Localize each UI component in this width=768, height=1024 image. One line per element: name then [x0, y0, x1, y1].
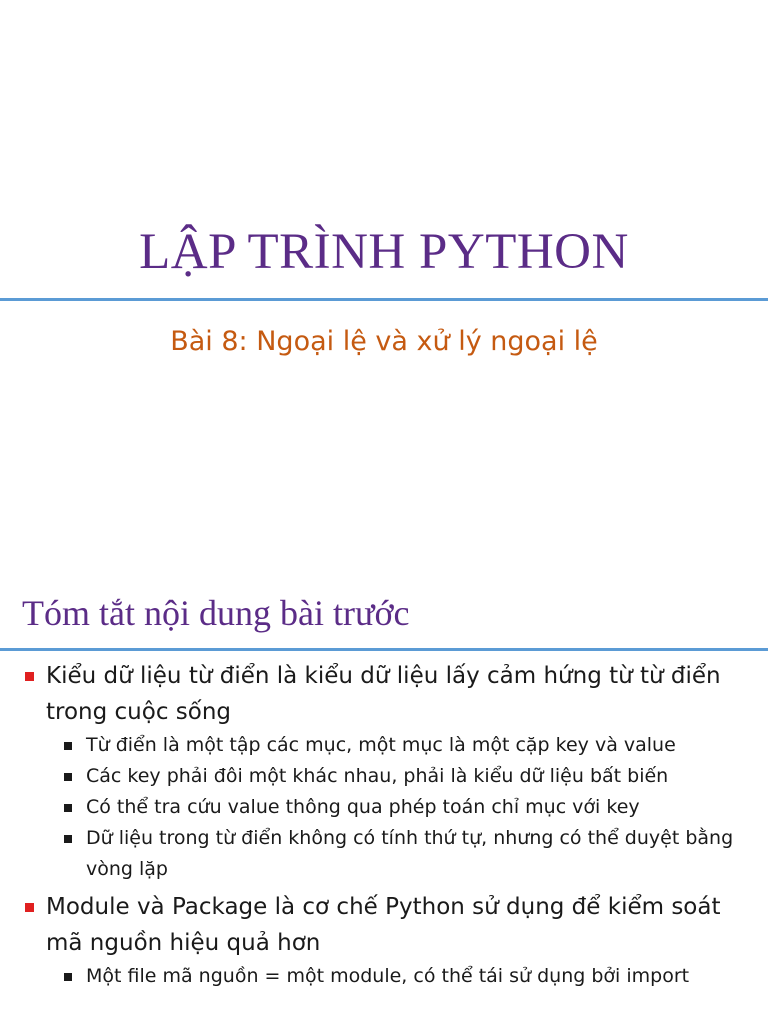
square-bullet-icon — [64, 835, 72, 843]
sub-bullet-text: Một file mã nguồn = một module, có thể tái sử dụng bởi import — [86, 965, 690, 987]
summary-divider — [0, 648, 768, 651]
sub-bullet-item — [0, 823, 768, 885]
sub-bullet-text: Từ điển là một tập các mục, một mục là một cặp key và value — [86, 734, 676, 756]
sub-bullet-item — [0, 730, 768, 761]
slide-title: LẬP TRÌNH PYTHON — [139, 224, 629, 280]
sub-bullet-text: Các key phải đôi một khác nhau, phải là kiểu dữ liệu bất biến — [86, 765, 669, 787]
bullet-item — [0, 889, 768, 961]
slide-subtitle: Bài 8: Ngoại lệ và xử lý ngoại lệ — [170, 326, 598, 357]
bullet-item — [0, 658, 768, 730]
summary-slide — [0, 560, 768, 1024]
sub-bullet-text: Có thể tra cứu value thông qua phép toán chỉ mục với key — [86, 796, 640, 818]
sub-bullet-item — [0, 761, 768, 792]
red-square-bullet-icon — [25, 672, 34, 681]
sub-bullet-text: Dữ liệu trong từ điển không có tính thứ tự, nhưng có thể duyệt bằng vòng lặp — [86, 827, 734, 880]
sub-bullet-item — [0, 961, 768, 992]
red-square-bullet-icon — [25, 903, 34, 912]
square-bullet-icon — [64, 973, 72, 981]
title-divider — [0, 298, 768, 301]
square-bullet-icon — [64, 773, 72, 781]
square-bullet-icon — [64, 804, 72, 812]
bullet-list — [0, 658, 768, 992]
square-bullet-icon — [64, 742, 72, 750]
summary-title: Tóm tắt nội dung bài trước — [22, 593, 410, 633]
sub-bullet-item — [0, 792, 768, 823]
bullet-text: Kiểu dữ liệu từ điển là kiểu dữ liệu lấy cảm hứng từ từ điển trong cuộc sống — [46, 663, 721, 725]
bullet-text: Module và Package là cơ chế Python sử dụng để kiểm soát mã nguồn hiệu quả hơn — [46, 894, 721, 956]
